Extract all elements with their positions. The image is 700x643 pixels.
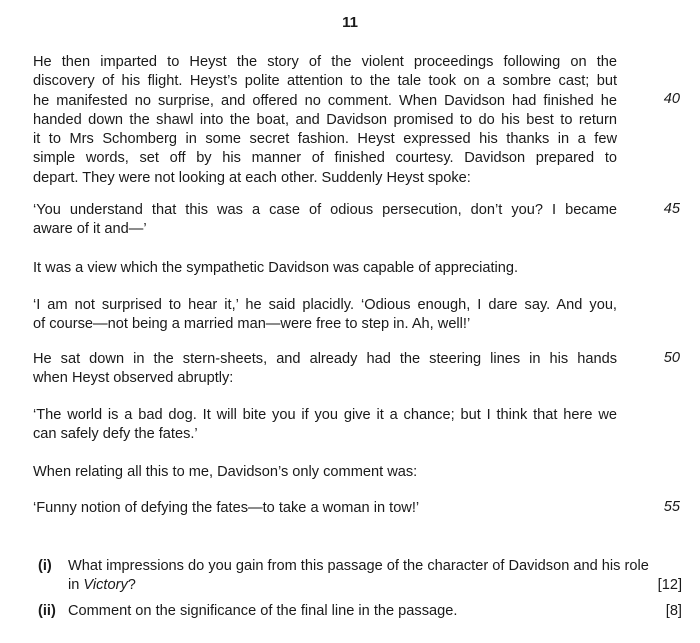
passage-paragraph <box>33 296 617 335</box>
passage-line: depart. They were not looking at each other. Suddenly Heyst spoke: <box>33 169 471 186</box>
passage-line: ‘Funny notion of defying the fates—to take a woman in tow!’ <box>33 500 420 516</box>
line-number: 55 <box>663 499 680 515</box>
passage-line: He sat down in the stern-sheets, and already had the steering lines in his hands <box>33 351 617 367</box>
passage-line: He then imparted to Heyst the story of the violent proceedings following on the <box>33 54 617 70</box>
passage-line: ‘I am not surprised to hear it,’ he said placidly. ‘Odious enough, I dare say. And you, <box>33 297 617 313</box>
question-marks: [8] <box>665 603 682 619</box>
passage-paragraph <box>33 406 617 445</box>
question-number: (ii) <box>38 603 56 619</box>
question-i <box>38 557 682 597</box>
passage-line: ‘The world is a bad dog. It will bite you if you give it a chance; but I think that here we <box>33 407 617 423</box>
passage-line: he manifested no surprise, and offered no comment. When Davidson had finished he <box>33 92 617 109</box>
passage-line: When relating all this to me, Davidson’s only comment was: <box>33 464 418 480</box>
passage-paragraph <box>33 259 617 278</box>
question-text: What impressions do you gain from this passage of the character of Davidson and his role in Victory? <box>68 558 649 594</box>
passage-paragraph <box>33 201 617 240</box>
passage-line: simple words, set off by his manner of finished courtesy. Davidson prepared to <box>33 150 617 167</box>
passage-line: it to Mrs Schomberg in some secret fashion. Heyst expressed his thanks in a few <box>33 131 617 148</box>
passage-line: aware of it and—’ <box>33 221 147 238</box>
page-number: 11 <box>342 14 358 31</box>
line-number: 50 <box>663 350 680 366</box>
passage-paragraph <box>33 463 617 482</box>
passage-line: of course—not being a married man—were free to step in. Ah, well!’ <box>33 316 471 333</box>
passage-line: handed down the shawl into the boat, and Davidson promised to do his best to return <box>33 111 617 128</box>
question-marks: [12] <box>657 577 682 593</box>
passage-paragraph <box>33 499 617 518</box>
passage-paragraph <box>33 350 617 389</box>
passage-line: ‘You understand that this was a case of odious persecution, don’t you? I became <box>33 202 617 218</box>
book-title: Victory <box>83 577 128 594</box>
passage-line: It was a view which the sympathetic Davidson was capable of appreciating. <box>33 260 519 276</box>
passage-line: discovery of his flight. Heyst’s polite attention to the tale took on a sombre cast; but <box>33 73 617 90</box>
question-ii <box>38 602 682 622</box>
question-number: (i) <box>38 558 52 574</box>
passage-line: can safely defy the fates.’ <box>33 426 198 443</box>
line-number: 40 <box>663 91 680 107</box>
line-number: 45 <box>663 201 680 217</box>
passage-line: when Heyst observed abruptly: <box>33 370 234 387</box>
passage-paragraph <box>33 53 617 188</box>
question-text: Comment on the significance of the final line in the passage. <box>68 603 458 619</box>
